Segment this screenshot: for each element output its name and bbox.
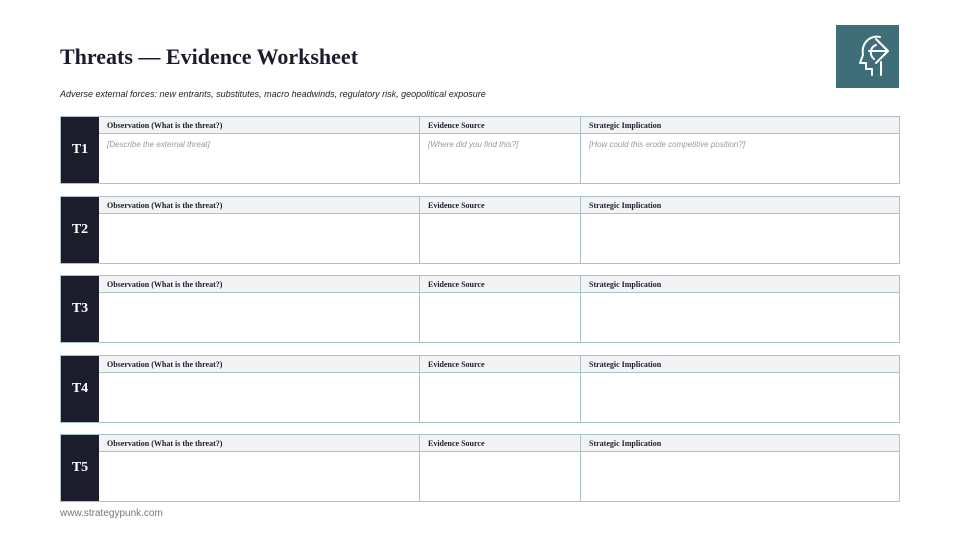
observation-cell[interactable] [99,373,419,422]
evidence-cell[interactable] [420,373,580,422]
threat-row-t4 [60,355,900,423]
observation-cell[interactable] [99,214,419,263]
observation-header: Observation (What is the threat?) [99,197,419,214]
observation-cell[interactable] [99,293,419,342]
observation-header: Observation (What is the threat?) [99,435,419,452]
implication-header: Strategic Implication [581,117,899,134]
implication-header: Strategic Implication [581,197,899,214]
threat-row-t5 [60,434,900,502]
implication-header: Strategic Implication [581,276,899,293]
threat-row-t2 [60,196,900,264]
implication-cell[interactable]: [How could this erode competitive position?] [589,140,746,149]
implication-cell[interactable] [581,452,899,501]
observation-cell[interactable] [99,452,419,501]
page-subtitle: Adverse external forces: new entrants, substitutes, macro headwinds, regulatory risk, geopolitical exposure [60,89,486,99]
worksheet [60,116,900,514]
row-label: T3 [61,276,99,342]
implication-cell[interactable] [581,293,899,342]
evidence-cell[interactable] [420,214,580,263]
row-label: T5 [61,435,99,501]
evidence-header: Evidence Source [420,117,580,134]
evidence-cell[interactable]: [Where did you find this?] [428,140,519,149]
threat-row-t3 [60,275,900,343]
evidence-header: Evidence Source [420,356,580,373]
row-label: T2 [61,197,99,263]
evidence-cell[interactable] [420,452,580,501]
head-arrows-icon [836,25,899,88]
implication-header: Strategic Implication [581,435,899,452]
evidence-header: Evidence Source [420,197,580,214]
observation-header: Observation (What is the threat?) [99,276,419,293]
implication-cell[interactable] [581,214,899,263]
page-title: Threats — Evidence Worksheet [60,44,359,69]
row-label: T4 [61,356,99,422]
observation-header: Observation (What is the threat?) [99,117,419,134]
threat-row-t1 [60,116,900,184]
footer-url: www.strategypunk.com [60,508,163,519]
implication-header: Strategic Implication [581,356,899,373]
observation-cell[interactable]: [Describe the external threat] [107,140,210,149]
logo [836,25,899,88]
evidence-cell[interactable] [420,293,580,342]
implication-cell[interactable] [581,373,899,422]
observation-header: Observation (What is the threat?) [99,356,419,373]
evidence-header: Evidence Source [420,435,580,452]
row-label: T1 [61,117,99,183]
evidence-header: Evidence Source [420,276,580,293]
